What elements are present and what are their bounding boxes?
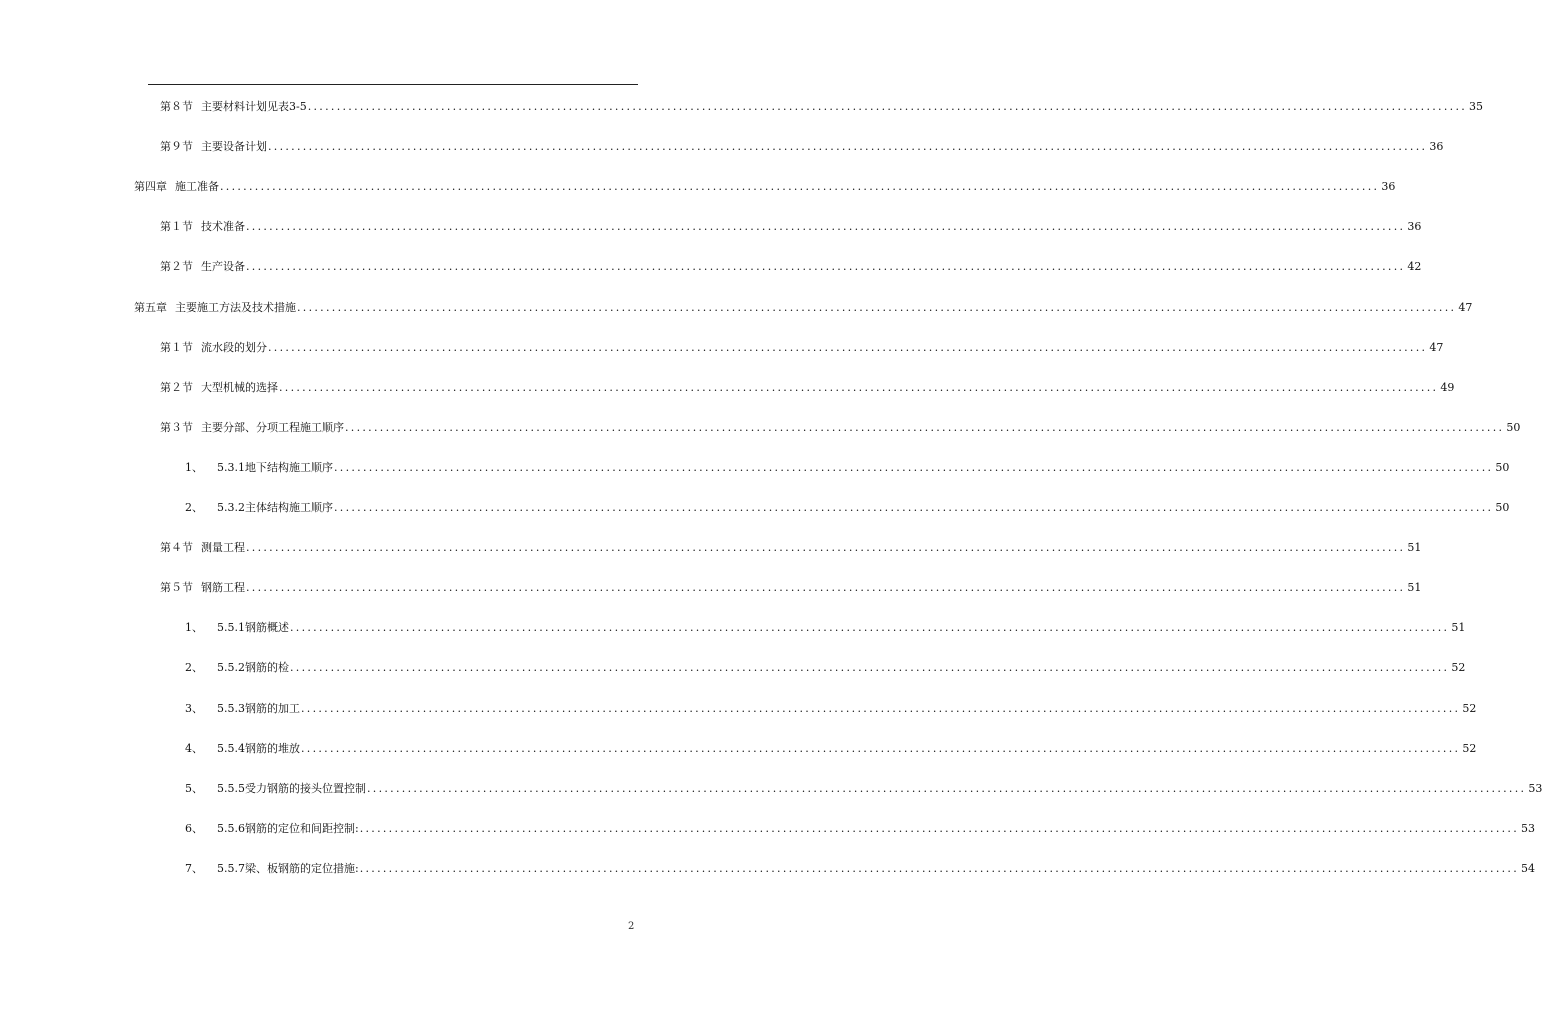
toc-entry-label	[185, 862, 359, 876]
toc-entry-page: 53	[1528, 782, 1542, 795]
toc-entry[interactable]	[185, 457, 1510, 475]
toc-entry-page: 47	[1458, 301, 1473, 314]
toc-entry[interactable]	[160, 256, 1422, 274]
toc-entry-label	[160, 220, 245, 234]
dot-leader: ........................................................................................................................................................................................................	[334, 501, 1494, 514]
toc-entry-title: 5.5.3钢筋的加工	[217, 702, 300, 715]
toc-entry-label	[185, 621, 289, 635]
toc-entry[interactable]	[185, 497, 1510, 515]
toc-entry-page: 36	[1381, 180, 1396, 193]
toc-entry[interactable]	[160, 417, 1521, 435]
toc-entry-prefix: 第２节	[160, 381, 193, 394]
dot-leader: ........................................................................................................................................................................................................	[359, 822, 1520, 835]
dot-leader: ........................................................................................................................................................................................................	[345, 421, 1505, 434]
toc-entry-page: 50	[1495, 501, 1510, 514]
toc-entry[interactable]	[185, 858, 1536, 876]
toc-entry-page: 47	[1429, 341, 1444, 354]
toc-entry-page: 52	[1451, 661, 1466, 674]
toc-entry-prefix: 第１节	[160, 220, 193, 233]
toc-entry-prefix: 第３节	[160, 421, 193, 434]
toc-entry-label	[160, 541, 245, 555]
toc-entry-page: 51	[1407, 541, 1422, 554]
dot-leader: ........................................................................................................................................................................................................	[307, 100, 1468, 113]
toc-entry-title: 钢筋工程	[201, 581, 245, 594]
toc-entry-prefix: 2、	[185, 661, 203, 674]
dot-leader: ........................................................................................................................................................................................................	[290, 661, 1450, 674]
toc-entry-page: 36	[1429, 140, 1444, 153]
toc-entry-page: 53	[1521, 822, 1536, 835]
toc-entry-title: 主要材料计划见表3-5	[201, 100, 307, 113]
toc-entry-prefix: 第四章	[134, 180, 167, 193]
toc-entry-title: 5.5.6钢筋的定位和间距控制:	[217, 822, 359, 835]
toc-entry-title: 5.3.2主体结构施工顺序	[217, 501, 333, 514]
toc-entry-prefix: 7、	[185, 862, 203, 875]
toc-entry-prefix: 第２节	[160, 260, 193, 273]
toc-entry-title: 5.5.7梁、板钢筋的定位措施:	[217, 862, 359, 875]
toc-entry-prefix: 1、	[185, 621, 203, 634]
toc-entry-title: 大型机械的选择	[201, 381, 278, 394]
dot-leader: ........................................................................................................................................................................................................	[301, 742, 1461, 755]
toc-entry[interactable]	[160, 96, 1484, 114]
dot-leader: ........................................................................................................................................................................................................	[334, 461, 1494, 474]
toc-entry-prefix: 3、	[185, 702, 203, 715]
toc-entry-prefix: 第１节	[160, 341, 193, 354]
toc-entry-label	[185, 822, 359, 836]
toc-entry-label	[160, 140, 267, 154]
dot-leader: ........................................................................................................................................................................................................	[279, 381, 1439, 394]
toc-entry-title: 技术准备	[201, 220, 245, 233]
toc-entry-title: 施工准备	[175, 180, 219, 193]
toc-entry[interactable]	[160, 377, 1455, 395]
dot-leader: ........................................................................................................................................................................................................	[220, 180, 1380, 193]
toc-entry-label	[160, 381, 278, 395]
toc-entry-prefix: 6、	[185, 822, 203, 835]
toc-entry-title: 主要分部、分项工程施工顺序	[201, 421, 344, 434]
toc-entry-title: 生产设备	[201, 260, 245, 273]
dot-leader: ........................................................................................................................................................................................................	[297, 301, 1457, 314]
toc-entry-label	[185, 742, 300, 756]
toc-entry-page: 51	[1407, 581, 1422, 594]
dot-leader: ........................................................................................................................................................................................................	[246, 581, 1406, 594]
toc-entry[interactable]	[185, 778, 1542, 796]
dot-leader: ........................................................................................................................................................................................................	[246, 220, 1406, 233]
toc-entry-page: 35	[1469, 100, 1484, 113]
toc-entry-title: 主要施工方法及技术措施	[175, 301, 296, 314]
toc-entry-prefix: 第５节	[160, 581, 193, 594]
dot-leader: ........................................................................................................................................................................................................	[268, 341, 1428, 354]
toc-entry-page: 52	[1462, 702, 1477, 715]
toc-entry-prefix: 第８节	[160, 100, 193, 113]
toc-entry[interactable]	[134, 176, 1396, 194]
toc-entry-title: 5.5.5受力钢筋的接头位置控制	[217, 782, 366, 795]
header-rule	[148, 84, 638, 85]
toc-entry[interactable]	[185, 617, 1466, 635]
toc-entry[interactable]	[185, 698, 1477, 716]
toc-entry-title: 流水段的划分	[201, 341, 267, 354]
toc-entry-page: 50	[1506, 421, 1521, 434]
toc-entry-page: 52	[1462, 742, 1477, 755]
toc-entry-label	[160, 341, 267, 355]
dot-leader: ........................................................................................................................................................................................................	[301, 702, 1461, 715]
toc-entry[interactable]	[160, 216, 1422, 234]
toc-entry-label	[160, 421, 344, 435]
dot-leader: ........................................................................................................................................................................................................	[359, 862, 1520, 875]
toc-entry-prefix: 4、	[185, 742, 203, 755]
toc-entry[interactable]	[185, 657, 1466, 675]
toc-entry-label	[160, 100, 307, 114]
toc-entry-prefix: 第４节	[160, 541, 193, 554]
toc-entry-title: 测量工程	[201, 541, 245, 554]
toc-entry-title: 5.5.2钢筋的检	[217, 661, 289, 674]
toc-entry[interactable]	[160, 577, 1422, 595]
toc-entry-label	[185, 501, 333, 515]
dot-leader: ........................................................................................................................................................................................................	[367, 782, 1527, 795]
toc-entry-title: 5.5.4钢筋的堆放	[217, 742, 300, 755]
toc-entry-prefix: 1、	[185, 461, 203, 474]
toc-entry-page: 51	[1451, 621, 1466, 634]
toc-entry-title: 5.5.1钢筋概述	[217, 621, 289, 634]
toc-entry-label	[185, 702, 300, 716]
toc-entry-label	[160, 581, 245, 595]
toc-entry-label	[160, 260, 245, 274]
toc-entry-page: 49	[1440, 381, 1455, 394]
dot-leader: ........................................................................................................................................................................................................	[290, 621, 1450, 634]
toc-entry-prefix: 第五章	[134, 301, 167, 314]
toc-entry-label	[134, 301, 296, 315]
toc-entry-page: 42	[1407, 260, 1422, 273]
toc-entry-page: 54	[1521, 862, 1536, 875]
toc-entry-label	[134, 180, 219, 194]
page-number: 2	[628, 921, 635, 932]
toc-entry-prefix: 第９节	[160, 140, 193, 153]
toc-entry-title: 主要设备计划	[201, 140, 267, 153]
toc-entry-prefix: 2、	[185, 501, 203, 514]
dot-leader: ........................................................................................................................................................................................................	[246, 541, 1406, 554]
toc-entry[interactable]	[160, 136, 1444, 154]
toc-entry-prefix: 5、	[185, 782, 203, 795]
dot-leader: ........................................................................................................................................................................................................	[246, 260, 1406, 273]
toc-entry-label	[185, 661, 289, 675]
toc-entry-page: 50	[1495, 461, 1510, 474]
toc-entry-title: 5.3.1地下结构施工顺序	[217, 461, 333, 474]
dot-leader: ........................................................................................................................................................................................................	[268, 140, 1428, 153]
toc-entry[interactable]	[185, 738, 1477, 756]
toc-entry[interactable]	[160, 537, 1422, 555]
toc-entry[interactable]	[160, 337, 1444, 355]
toc-entry[interactable]	[185, 818, 1536, 836]
toc-entry-label	[185, 782, 366, 796]
toc-entry-page: 36	[1407, 220, 1422, 233]
toc-entry-label	[185, 461, 333, 475]
toc-entry[interactable]	[134, 297, 1473, 315]
